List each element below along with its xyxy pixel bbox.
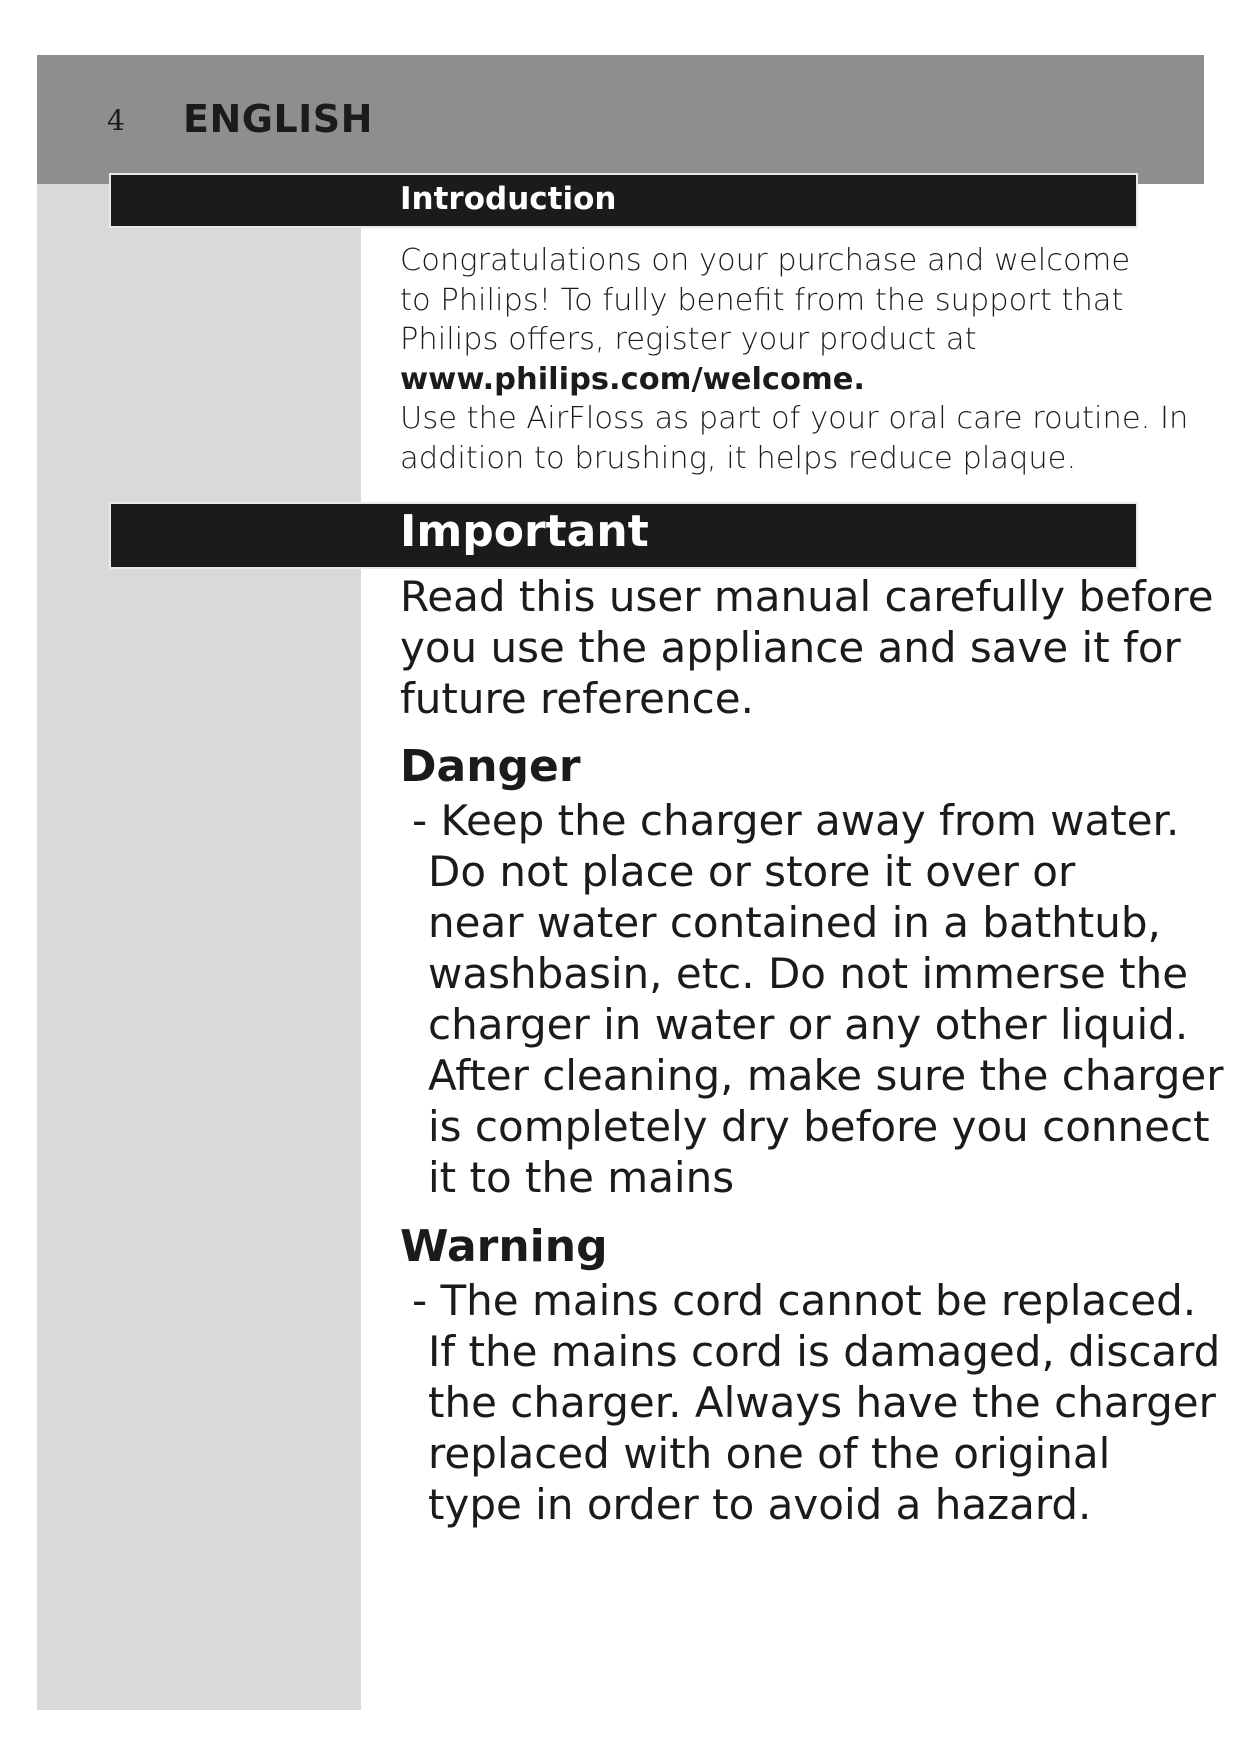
important-title: Important [400, 506, 649, 557]
danger-line: Do not place or store it over or [428, 847, 1076, 896]
warning-line: the charger. Always have the charger [428, 1378, 1216, 1427]
warning-line: type in order to avoid a hazard. [428, 1480, 1092, 1529]
intro-line: Philips offers, register your product at [400, 322, 977, 357]
register-url: www.philips.com/welcome. [400, 361, 866, 397]
important-text [400, 571, 1214, 724]
warning-heading: Warning [400, 1221, 608, 1272]
danger-line: is completely dry before you connect [428, 1102, 1210, 1151]
warning-bullet [412, 1275, 1221, 1530]
danger-heading: Danger [400, 741, 581, 792]
margin-column [37, 184, 361, 1710]
page-number: 4 [107, 104, 125, 137]
intro-line: addition to brushing, it helps reduce plaque. [400, 440, 1077, 476]
danger-line: near water contained in a bathtub, [428, 898, 1161, 947]
introduction-bar [111, 175, 1136, 226]
danger-line: it to the mains [428, 1153, 735, 1202]
danger-line: After cleaning, make sure the charger [428, 1051, 1224, 1100]
introduction-text [400, 241, 1189, 478]
warning-line: If the mains cord is damaged, discard [428, 1327, 1221, 1376]
warning-line: replaced with one of the original [428, 1429, 1111, 1478]
important-line: you use the appliance and save it for [400, 623, 1181, 672]
introduction-title: Introduction [400, 181, 617, 217]
intro-line: Congratulations on your purchase and welcome [400, 243, 1131, 278]
intro-line: Use the AirFloss as part of your oral care routine. In [400, 401, 1189, 436]
warning-line: - The mains cord cannot be replaced. [412, 1276, 1197, 1325]
intro-line: to Philips! To fully benefit from the support that [400, 282, 1124, 318]
danger-line: charger in water or any other liquid. [428, 1000, 1189, 1049]
important-line: future reference. [400, 674, 754, 723]
important-line: Read this user manual carefully before [400, 572, 1214, 621]
danger-line: - Keep the charger away from water. [412, 796, 1180, 845]
language-label: ENGLISH [183, 97, 373, 141]
danger-bullet [412, 795, 1224, 1203]
danger-line: washbasin, etc. Do not immerse the [428, 949, 1189, 998]
